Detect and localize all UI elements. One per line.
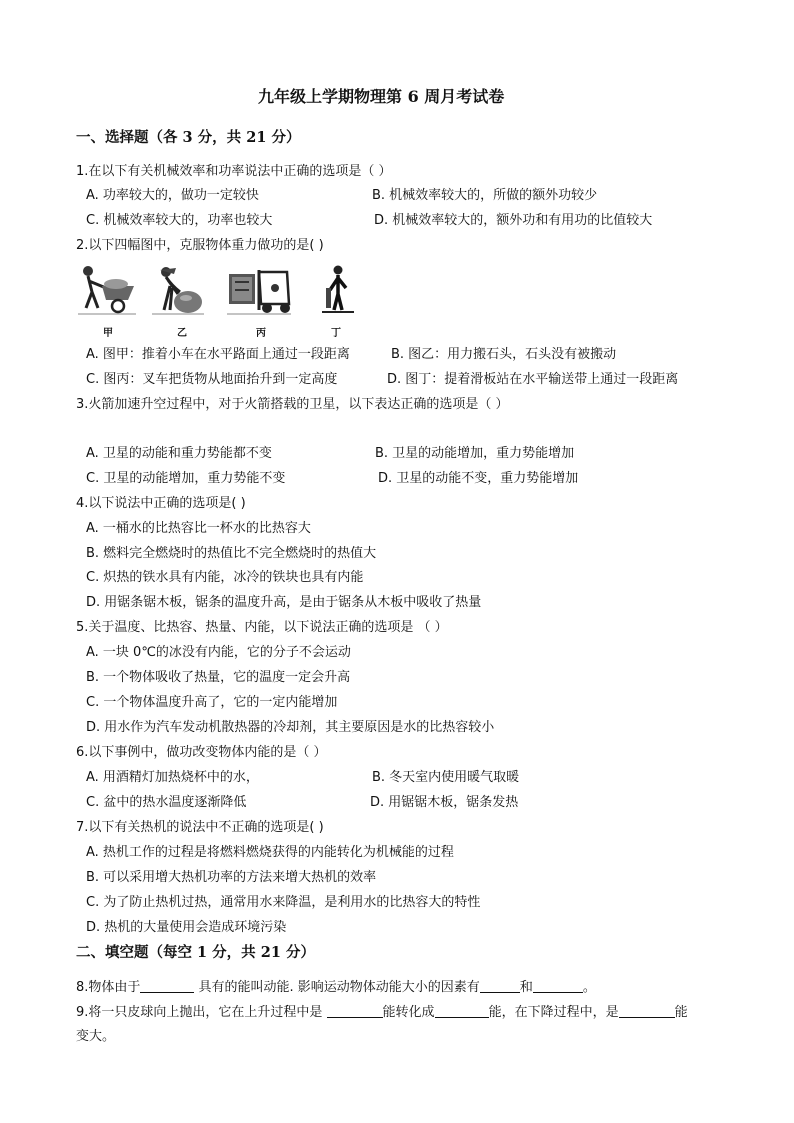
question-3-option-d: D. 卫星的动能不变，重力势能增加 [378, 471, 579, 486]
question-8 [76, 979, 596, 996]
question-4-option-c: C. 炽热的铁水具有内能，冰冷的铁块也具有内能 [86, 570, 364, 585]
question-2-option-d: D. 图丁：提着滑板站在水平输送带上通过一段距离 [387, 372, 679, 387]
question-3-option-a: A. 卫星的动能和重力势能都不变 [86, 446, 272, 461]
question-6-option-a: A. 用酒精灯加热烧杯中的水， [86, 770, 259, 785]
question-4-option-d: D. 用锯条锯木板，锯条的温度升高，是由于锯条从木板中吸收了热量 [86, 595, 482, 610]
question-9-text-1: 9.将一只皮球向上抛出，它在上升过程中是 [76, 1005, 327, 1020]
question-9-text-4: 能 [674, 1005, 688, 1020]
question-2-stem: 2.以下四幅图中，克服物体重力做功的是( ) [76, 238, 324, 253]
question-3-option-c: C. 卫星的动能增加，重力势能不变 [86, 471, 286, 486]
question-2-option-b: B. 图乙：用力搬石头，石头没有被搬动 [391, 347, 617, 362]
question-5-option-a: A. 一块 0℃的冰没有内能，它的分子不会运动 [86, 645, 351, 660]
figure-jia-pushing-cart [76, 264, 138, 318]
question-7-stem: 7.以下有关热机的说法中不正确的选项是( ) [76, 820, 324, 835]
answer-blank[interactable] [619, 1004, 675, 1018]
figure-yi-lifting-stone [150, 264, 206, 318]
figure-yi-caption: 乙 [177, 328, 187, 339]
question-4-option-a: A. 一桶水的比热容比一杯水的比热容大 [86, 521, 311, 536]
question-9-text-2: 能转化成 [382, 1005, 435, 1020]
question-1-option-d: D. 机械效率较大的，额外功和有用功的比值较大 [374, 213, 653, 228]
figure-ding-holding-board [318, 264, 358, 318]
question-2-option-c: C. 图丙：叉车把货物从地面抬升到一定高度 [86, 372, 338, 387]
question-3-stem: 3.火箭加速升空过程中，对于火箭搭载的卫星，以下表达正确的选项是（ ） [76, 397, 509, 412]
question-4-stem: 4.以下说法中正确的选项是( ) [76, 496, 246, 511]
question-1-option-a: A. 功率较大的，做功一定较快 [86, 188, 259, 203]
question-1-stem: 1.在以下有关机械效率和功率说法中正确的选项是（ ） [76, 164, 392, 179]
figure-jia-caption: 甲 [103, 328, 113, 339]
question-6-stem: 6.以下事例中，做功改变物体内能的是（ ） [76, 745, 327, 760]
question-3-option-b: B. 卫星的动能增加，重力势能增加 [375, 446, 575, 461]
question-6-option-c: C. 盆中的热水温度逐渐降低 [86, 795, 247, 810]
figure-bing-forklift [225, 264, 293, 318]
question-5-stem: 5.关于温度、比热容、热量、内能，以下说法正确的选项是 （ ） [76, 620, 448, 635]
question-2-option-a: A. 图甲：推着小车在水平路面上通过一段距离 [86, 347, 350, 362]
answer-blank[interactable] [435, 1004, 489, 1018]
question-7-option-b: B. 可以采用增大热机功率的方法来增大热机的效率 [86, 870, 377, 885]
question-5-option-d: D. 用水作为汽车发动机散热器的冷却剂，其主要原因是水的比热容较小 [86, 720, 495, 735]
question-7-option-c: C. 为了防止热机过热，通常用水来降温，是利用水的比热容大的特性 [86, 895, 481, 910]
section-heading-fill: 二、填空题（每空 1 分，共 21 分） [76, 944, 315, 961]
question-1-option-b: B. 机械效率较大的，所做的额外功较少 [372, 188, 598, 203]
answer-blank[interactable] [140, 979, 194, 993]
figure-bing-caption: 丙 [256, 328, 266, 339]
answer-blank[interactable] [327, 1004, 383, 1018]
question-4-option-b: B. 燃料完全燃烧时的热值比不完全燃烧时的热值大 [86, 546, 377, 561]
question-6-option-b: B. 冬天室内使用暖气取暖 [372, 770, 520, 785]
answer-blank[interactable] [480, 979, 520, 993]
question-8-text-2: 具有的能叫动能. 影响运动物体动能大小的因素有 [194, 980, 480, 995]
question-6-option-d: D. 用锯锯木板，锯条发热 [370, 795, 519, 810]
section-heading-choice: 一、选择题（各 3 分，共 21 分） [76, 129, 301, 146]
answer-blank[interactable] [533, 979, 583, 993]
question-9-line-2: 变大。 [76, 1029, 116, 1044]
question-8-text-1: 8.物体由于 [76, 980, 141, 995]
question-7-option-a: A. 热机工作的过程是将燃料燃烧获得的内能转化为机械能的过程 [86, 845, 454, 860]
question-8-text-3: 和 [519, 980, 533, 995]
question-5-option-b: B. 一个物体吸收了热量，它的温度一定会升高 [86, 670, 351, 685]
question-1-option-c: C. 机械效率较大的，功率也较大 [86, 213, 273, 228]
question-7-option-d: D. 热机的大量使用会造成环境污染 [86, 920, 287, 935]
question-9 [76, 1004, 688, 1021]
question-9-text-3: 能，在下降过程中，是 [488, 1005, 619, 1020]
figure-ding-caption: 丁 [331, 328, 341, 339]
question-5-option-c: C. 一个物体温度升高了，它的一定内能增加 [86, 695, 338, 710]
page-title: 九年级上学期物理第 6 周月考试卷 [258, 87, 505, 106]
question-8-text-4: 。 [582, 980, 596, 995]
